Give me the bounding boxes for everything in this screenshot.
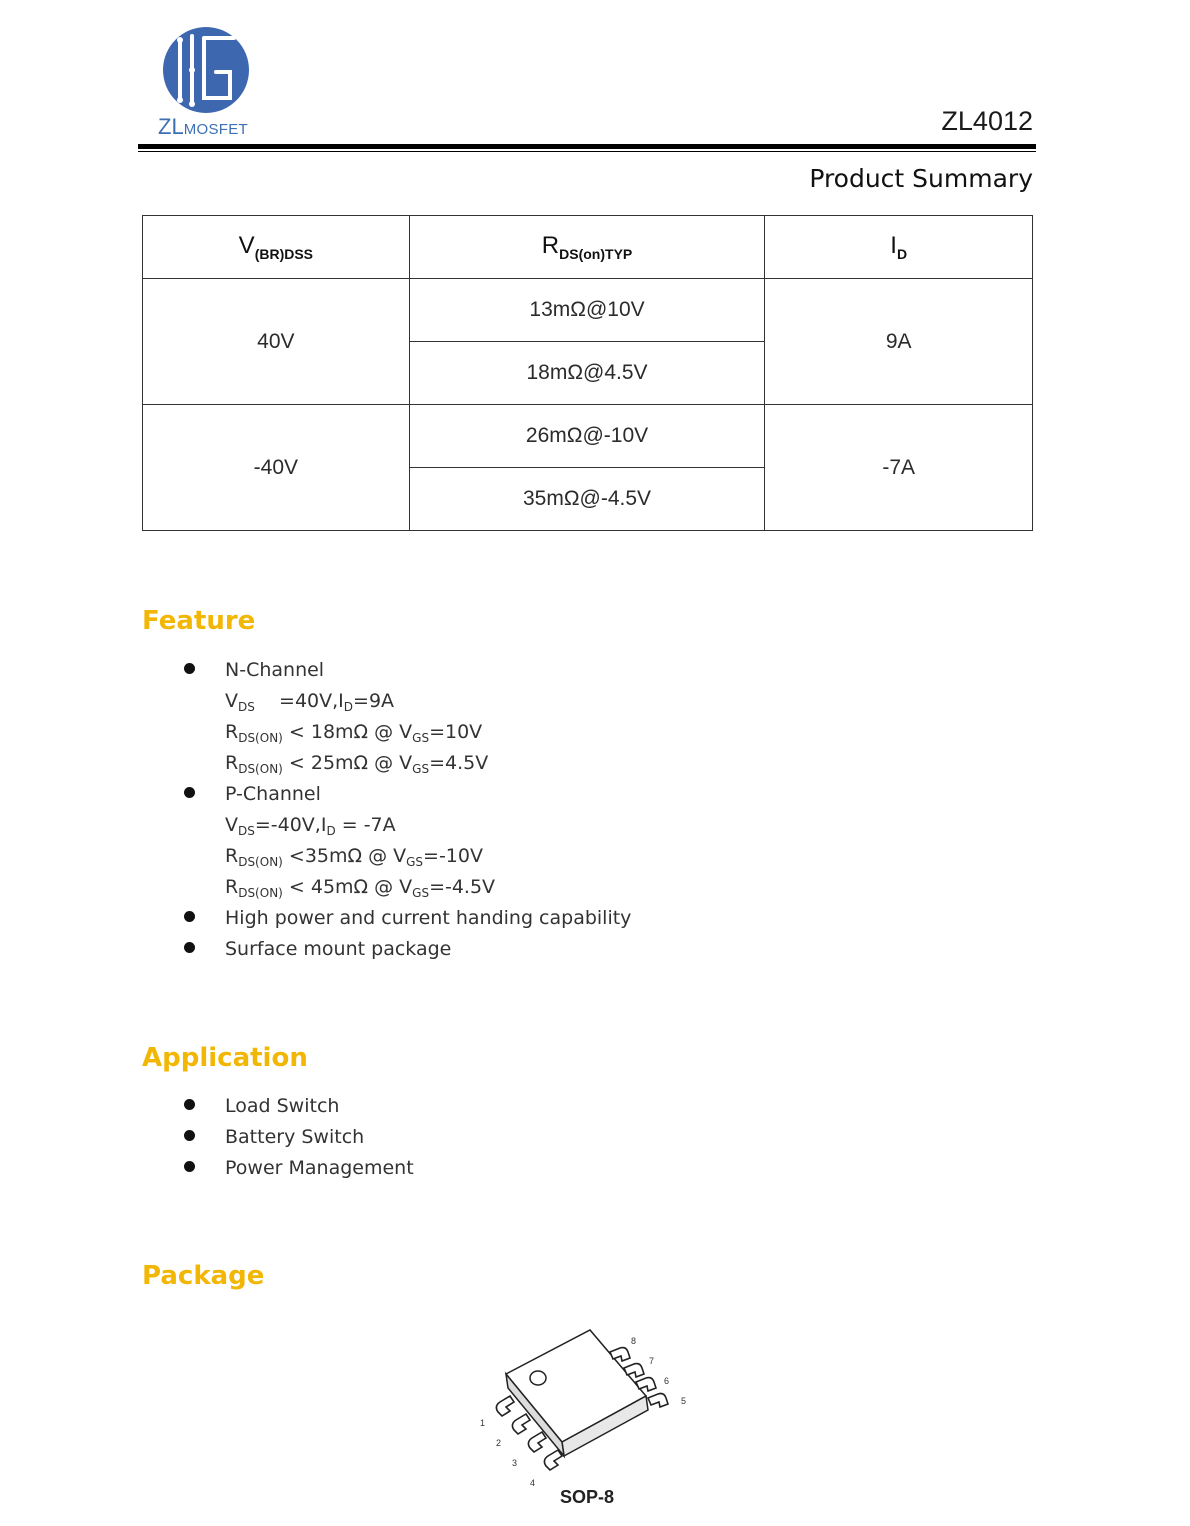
table-row xyxy=(143,279,1033,342)
pin-number: 4 xyxy=(530,1478,536,1488)
spec-line: $R_{DS(ON)} < 25m\Omega$ @ $V_{GS}=4.5V$ xyxy=(225,752,489,776)
bullet-icon xyxy=(184,1161,195,1172)
pin-number: 6 xyxy=(664,1376,670,1386)
header-rule-thin xyxy=(138,151,1036,152)
feature-list xyxy=(182,655,631,965)
list-item: Load Switch xyxy=(182,1091,414,1122)
package-heading: Package xyxy=(142,1261,265,1291)
bullet-icon xyxy=(184,1099,195,1110)
package-label: SOP-8 xyxy=(560,1487,615,1507)
header-rdson: $R_{DS(on)TYP}$ xyxy=(409,216,765,279)
product-summary-table xyxy=(142,215,1033,531)
cell-id: 9A xyxy=(765,279,1033,405)
header-rule-thick xyxy=(138,144,1036,149)
list-item: Battery Switch xyxy=(182,1122,414,1153)
logo-text-big: ZL xyxy=(158,114,184,139)
bullet-icon xyxy=(184,911,195,922)
header-vbrdss: $V_{(BR)DSS}$ xyxy=(143,216,410,279)
bullet-icon xyxy=(184,1130,195,1141)
list-item: High power and current handing capability xyxy=(182,903,631,934)
cell-rds: 26mΩ@-10V xyxy=(409,405,765,468)
header-id: $I_D$ xyxy=(765,216,1033,279)
cell-rds: 18mΩ@4.5V xyxy=(409,342,765,405)
table-header-row xyxy=(143,216,1033,279)
table-row xyxy=(143,405,1033,468)
spec-line: $R_{DS(ON)} < 45m\Omega$ @ $V_{GS}=-4.5V$ xyxy=(225,876,496,900)
list-item: Surface mount package xyxy=(182,934,631,965)
pin-number: 2 xyxy=(496,1438,502,1448)
list-item: P-Channel xyxy=(182,779,631,810)
pin-number: 8 xyxy=(631,1336,637,1346)
spec-line: $V_{DS}$ $=40V,I_D=9A$ xyxy=(225,690,395,714)
logo-text-small: MOSFET xyxy=(183,121,248,138)
product-summary-title: Product Summary xyxy=(809,164,1033,193)
feature-heading: Feature xyxy=(142,606,256,636)
chip-package-icon xyxy=(470,1322,710,1492)
spec-line: $V_{DS}=-40V,I_D = -7A$ xyxy=(225,814,396,838)
bullet-icon xyxy=(184,663,195,674)
spec-line: $R_{DS(ON)} <35m\Omega$ @ $V_{GS}=-10V$ xyxy=(225,845,483,869)
application-list xyxy=(182,1091,414,1184)
cell-vds: -40V xyxy=(143,405,410,531)
pin-number: 7 xyxy=(649,1356,655,1366)
logo-wordmark xyxy=(158,114,248,140)
bullet-icon xyxy=(184,942,195,953)
pin-number: 3 xyxy=(512,1458,518,1468)
cell-rds: 35mΩ@-4.5V xyxy=(409,468,765,531)
pin-number: 1 xyxy=(480,1418,486,1428)
logo-emblem-icon xyxy=(160,26,252,116)
application-heading: Application xyxy=(142,1043,308,1073)
part-number: ZL4012 xyxy=(941,106,1033,136)
list-item: N-Channel xyxy=(182,655,631,686)
bullet-icon xyxy=(184,787,195,798)
cell-vds: 40V xyxy=(143,279,410,405)
cell-id: -7A xyxy=(765,405,1033,531)
company-logo xyxy=(150,20,270,142)
spec-line: $R_{DS(ON)} < 18m\Omega$ @ $V_{GS}=10V$ xyxy=(225,721,483,745)
pin-number: 5 xyxy=(681,1396,687,1406)
cell-rds: 13mΩ@10V xyxy=(409,279,765,342)
list-item: Power Management xyxy=(182,1153,414,1184)
